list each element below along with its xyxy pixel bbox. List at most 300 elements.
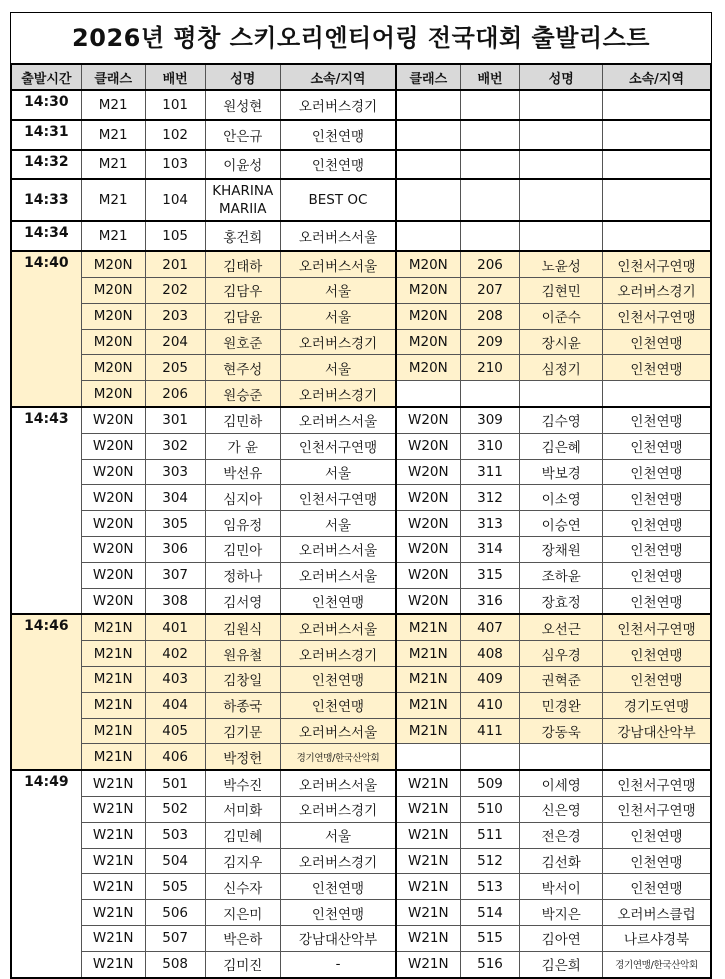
left-bib-cell: 406: [145, 744, 205, 770]
table-row: [11, 770, 711, 796]
right-bib-cell: 516: [460, 951, 520, 977]
left-class-cell: M21N: [81, 666, 145, 692]
left-name-cell: 안은규: [205, 120, 280, 150]
right-bib-cell: 206: [460, 251, 520, 277]
table-row: [11, 355, 711, 381]
left-class-cell: M21N: [81, 614, 145, 640]
right-bib-cell: 512: [460, 848, 520, 874]
left-name-cell: 김기문: [205, 718, 280, 744]
header-name: 성명: [205, 64, 280, 90]
right-bib-cell: [460, 221, 520, 251]
right-name-cell: [520, 120, 603, 150]
left-name-cell: 원성현: [205, 90, 280, 120]
right-bib-cell: 311: [460, 459, 520, 485]
right-affiliation-cell: 인천연맹: [603, 536, 711, 562]
left-name-cell: 심지아: [205, 485, 280, 511]
right-affiliation-cell: 인천서구연맹: [603, 614, 711, 640]
left-name-cell: 박정헌: [205, 744, 280, 770]
header-class-right: 클래스: [396, 64, 460, 90]
left-class-cell: M20N: [81, 303, 145, 329]
left-class-cell: M21: [81, 179, 145, 221]
left-class-cell: M21: [81, 221, 145, 251]
right-bib-cell: 408: [460, 641, 520, 667]
left-bib-cell: 402: [145, 641, 205, 667]
right-name-cell: 김수영: [520, 407, 603, 433]
right-name-cell: 이승연: [520, 511, 603, 537]
left-name-cell: 서미화: [205, 796, 280, 822]
table-row: [11, 90, 711, 120]
right-affiliation-cell: [603, 381, 711, 407]
left-name-cell: 김태하: [205, 251, 280, 277]
right-affiliation-cell: 인천서구연맹: [603, 770, 711, 796]
left-name-cell: 김미진: [205, 951, 280, 977]
left-affiliation-cell: 서울: [280, 303, 396, 329]
table-row: [11, 303, 711, 329]
right-class-cell: M21N: [396, 666, 460, 692]
right-bib-cell: 315: [460, 562, 520, 588]
left-name-cell: 원승준: [205, 381, 280, 407]
left-bib-cell: 401: [145, 614, 205, 640]
left-affiliation-cell: 오러버스경기: [280, 848, 396, 874]
left-affiliation-cell: 오러버스서울: [280, 221, 396, 251]
left-bib-cell: 104: [145, 179, 205, 221]
left-name-cell: 이윤성: [205, 150, 280, 180]
right-name-cell: 장시윤: [520, 329, 603, 355]
right-name-cell: 오선근: [520, 614, 603, 640]
header-class: 클래스: [81, 64, 145, 90]
right-name-cell: 노윤성: [520, 251, 603, 277]
right-bib-cell: 208: [460, 303, 520, 329]
right-name-cell: 장채원: [520, 536, 603, 562]
left-name-cell: 하종국: [205, 692, 280, 718]
right-class-cell: M20N: [396, 329, 460, 355]
right-name-cell: 김은희: [520, 951, 603, 977]
left-bib-cell: 502: [145, 796, 205, 822]
right-name-cell: 민경완: [520, 692, 603, 718]
right-affiliation-cell: 나르샤경북: [603, 925, 711, 951]
right-affiliation-cell: 강남대산악부: [603, 718, 711, 744]
right-bib-cell: 411: [460, 718, 520, 744]
left-bib-cell: 308: [145, 588, 205, 614]
right-affiliation-cell: 인천연맹: [603, 874, 711, 900]
table-row: [11, 485, 711, 511]
left-class-cell: W20N: [81, 588, 145, 614]
left-bib-cell: 202: [145, 277, 205, 303]
table-row: [11, 381, 711, 407]
left-class-cell: W20N: [81, 511, 145, 537]
left-affiliation-cell: 인천연맹: [280, 120, 396, 150]
left-class-cell: W20N: [81, 407, 145, 433]
right-bib-cell: 314: [460, 536, 520, 562]
right-affiliation-cell: [603, 744, 711, 770]
left-name-cell: 김원식: [205, 614, 280, 640]
right-class-cell: M20N: [396, 355, 460, 381]
right-class-cell: W20N: [396, 511, 460, 537]
table-row: [11, 692, 711, 718]
left-affiliation-cell: 서울: [280, 355, 396, 381]
right-affiliation-cell: 인천서구연맹: [603, 796, 711, 822]
right-class-cell: W20N: [396, 562, 460, 588]
left-bib-cell: 501: [145, 770, 205, 796]
left-affiliation-cell: 오러버스서울: [280, 407, 396, 433]
left-affiliation-cell: 오러버스경기: [280, 796, 396, 822]
right-class-cell: [396, 90, 460, 120]
right-bib-cell: 410: [460, 692, 520, 718]
right-class-cell: M20N: [396, 277, 460, 303]
left-class-cell: M20N: [81, 355, 145, 381]
right-bib-cell: 511: [460, 822, 520, 848]
table-row: [11, 588, 711, 614]
right-class-cell: W20N: [396, 588, 460, 614]
left-bib-cell: 105: [145, 221, 205, 251]
left-bib-cell: 203: [145, 303, 205, 329]
right-name-cell: [520, 744, 603, 770]
left-affiliation-cell: -: [280, 951, 396, 977]
right-affiliation-cell: 인천연맹: [603, 848, 711, 874]
right-name-cell: [520, 381, 603, 407]
table-row: [11, 848, 711, 874]
right-class-cell: M21N: [396, 614, 460, 640]
left-affiliation-cell: 오러버스서울: [280, 718, 396, 744]
right-affiliation-cell: 인천서구연맹: [603, 303, 711, 329]
right-name-cell: 조하윤: [520, 562, 603, 588]
left-class-cell: W21N: [81, 925, 145, 951]
left-class-cell: M21N: [81, 692, 145, 718]
right-affiliation-cell: 인천연맹: [603, 433, 711, 459]
left-class-cell: W21N: [81, 796, 145, 822]
left-class-cell: M21: [81, 90, 145, 120]
left-class-cell: W20N: [81, 433, 145, 459]
right-bib-cell: 510: [460, 796, 520, 822]
right-affiliation-cell: [603, 150, 711, 180]
left-affiliation-cell: 오러버스서울: [280, 536, 396, 562]
start-time-cell: 14:34: [11, 221, 81, 251]
table-row: [11, 120, 711, 150]
left-name-cell: 신수자: [205, 874, 280, 900]
right-class-cell: M21N: [396, 692, 460, 718]
right-bib-cell: 312: [460, 485, 520, 511]
header-bib-right: 배번: [460, 64, 520, 90]
left-affiliation-cell: 오러버스경기: [280, 641, 396, 667]
left-name-cell: 김서영: [205, 588, 280, 614]
right-affiliation-cell: [603, 90, 711, 120]
table-row: [11, 459, 711, 485]
right-bib-cell: 409: [460, 666, 520, 692]
right-affiliation-cell: 인천서구연맹: [603, 251, 711, 277]
right-affiliation-cell: 인천연맹: [603, 485, 711, 511]
left-affiliation-cell: 인천연맹: [280, 900, 396, 926]
left-name-cell: 지은미: [205, 900, 280, 926]
left-class-cell: W21N: [81, 770, 145, 796]
right-affiliation-cell: 인천연맹: [603, 329, 711, 355]
left-bib-cell: 302: [145, 433, 205, 459]
left-class-cell: W21N: [81, 848, 145, 874]
left-name-cell: 홍건희: [205, 221, 280, 251]
left-class-cell: W20N: [81, 562, 145, 588]
left-affiliation-cell: 서울: [280, 277, 396, 303]
start-list-table: [10, 63, 712, 979]
right-bib-cell: 316: [460, 588, 520, 614]
left-bib-cell: 306: [145, 536, 205, 562]
table-row: [11, 179, 711, 221]
left-bib-cell: 507: [145, 925, 205, 951]
right-name-cell: 김현민: [520, 277, 603, 303]
left-bib-cell: 201: [145, 251, 205, 277]
start-time-cell: 14:33: [11, 179, 81, 221]
right-class-cell: W20N: [396, 407, 460, 433]
right-affiliation-cell: [603, 120, 711, 150]
table-row: [11, 614, 711, 640]
left-affiliation-cell: 서울: [280, 822, 396, 848]
left-bib-cell: 508: [145, 951, 205, 977]
left-affiliation-cell: 인천연맹: [280, 692, 396, 718]
left-affiliation-cell: 인천연맹: [280, 874, 396, 900]
left-class-cell: W21N: [81, 900, 145, 926]
right-class-cell: W21N: [396, 822, 460, 848]
right-class-cell: [396, 150, 460, 180]
left-bib-cell: 103: [145, 150, 205, 180]
table-row: [11, 900, 711, 926]
left-bib-cell: 504: [145, 848, 205, 874]
start-time-cell: 14:46: [11, 614, 81, 770]
right-name-cell: 심우경: [520, 641, 603, 667]
left-affiliation-cell: 오러버스서울: [280, 562, 396, 588]
right-name-cell: 전은경: [520, 822, 603, 848]
right-name-cell: 장효정: [520, 588, 603, 614]
header-affiliation-right: 소속/지역: [603, 64, 711, 90]
left-bib-cell: 503: [145, 822, 205, 848]
right-affiliation-cell: 인천연맹: [603, 511, 711, 537]
right-bib-cell: 209: [460, 329, 520, 355]
table-row: [11, 407, 711, 433]
left-affiliation-cell: 오러버스서울: [280, 614, 396, 640]
left-bib-cell: 204: [145, 329, 205, 355]
table-row: [11, 562, 711, 588]
header-affiliation: 소속/지역: [280, 64, 396, 90]
left-name-cell: 김민하: [205, 407, 280, 433]
right-class-cell: M21N: [396, 641, 460, 667]
right-affiliation-cell: 인천연맹: [603, 407, 711, 433]
left-bib-cell: 404: [145, 692, 205, 718]
left-affiliation-cell: 오러버스경기: [280, 381, 396, 407]
table-row: [11, 718, 711, 744]
right-class-cell: W20N: [396, 433, 460, 459]
left-bib-cell: 303: [145, 459, 205, 485]
left-name-cell: 김민아: [205, 536, 280, 562]
table-row: [11, 221, 711, 251]
left-affiliation-cell: 인천연맹: [280, 150, 396, 180]
left-affiliation-cell: 인천연맹: [280, 666, 396, 692]
start-time-cell: 14:49: [11, 770, 81, 977]
right-class-cell: [396, 381, 460, 407]
header-name-right: 성명: [520, 64, 603, 90]
table-row: [11, 822, 711, 848]
left-bib-cell: 506: [145, 900, 205, 926]
right-affiliation-cell: 경기도연맹: [603, 692, 711, 718]
left-bib-cell: 206: [145, 381, 205, 407]
left-bib-cell: 301: [145, 407, 205, 433]
table-body: [11, 90, 711, 978]
table-row: [11, 329, 711, 355]
left-bib-cell: 403: [145, 666, 205, 692]
left-class-cell: M21: [81, 120, 145, 150]
left-name-cell: 가 윤: [205, 433, 280, 459]
left-bib-cell: 305: [145, 511, 205, 537]
left-name-cell: 현주성: [205, 355, 280, 381]
right-bib-cell: 313: [460, 511, 520, 537]
start-time-cell: 14:30: [11, 90, 81, 120]
right-affiliation-cell: 인천연맹: [603, 822, 711, 848]
left-class-cell: W20N: [81, 536, 145, 562]
start-time-cell: 14:31: [11, 120, 81, 150]
right-affiliation-cell: 인천연맹: [603, 641, 711, 667]
left-name-cell: 김창일: [205, 666, 280, 692]
right-class-cell: [396, 221, 460, 251]
right-class-cell: W21N: [396, 848, 460, 874]
left-name-cell: 임유정: [205, 511, 280, 537]
table-row: [11, 251, 711, 277]
right-affiliation-cell: 오러버스경기: [603, 277, 711, 303]
left-class-cell: M21: [81, 150, 145, 180]
left-name-cell: 박은하: [205, 925, 280, 951]
right-name-cell: 김은혜: [520, 433, 603, 459]
right-bib-cell: [460, 90, 520, 120]
table-row: [11, 511, 711, 537]
table-row: [11, 150, 711, 180]
start-list-sheet: [10, 12, 712, 979]
right-bib-cell: [460, 179, 520, 221]
left-affiliation-cell: 인천연맹: [280, 588, 396, 614]
right-bib-cell: 514: [460, 900, 520, 926]
left-class-cell: W20N: [81, 459, 145, 485]
start-time-cell: 14:40: [11, 251, 81, 407]
left-name-cell: 김지우: [205, 848, 280, 874]
right-class-cell: W21N: [396, 796, 460, 822]
right-name-cell: 이세영: [520, 770, 603, 796]
left-class-cell: W21N: [81, 874, 145, 900]
right-name-cell: 이준수: [520, 303, 603, 329]
left-class-cell: W21N: [81, 822, 145, 848]
start-time-cell: 14:43: [11, 407, 81, 614]
right-affiliation-cell: 경기연맹/한국산악회: [603, 951, 711, 977]
left-class-cell: M20N: [81, 381, 145, 407]
left-name-cell: 원호준: [205, 329, 280, 355]
header-bib: 배번: [145, 64, 205, 90]
right-name-cell: 김선화: [520, 848, 603, 874]
right-bib-cell: 310: [460, 433, 520, 459]
right-class-cell: W20N: [396, 459, 460, 485]
left-class-cell: M20N: [81, 329, 145, 355]
right-name-cell: [520, 90, 603, 120]
left-affiliation-cell: 인천서구연맹: [280, 485, 396, 511]
table-row: [11, 925, 711, 951]
right-name-cell: 심정기: [520, 355, 603, 381]
right-class-cell: [396, 179, 460, 221]
left-affiliation-cell: 강남대산악부: [280, 925, 396, 951]
left-bib-cell: 205: [145, 355, 205, 381]
left-bib-cell: 102: [145, 120, 205, 150]
right-name-cell: 박보경: [520, 459, 603, 485]
left-class-cell: W21N: [81, 951, 145, 977]
left-class-cell: M21N: [81, 641, 145, 667]
right-class-cell: [396, 120, 460, 150]
right-name-cell: 박지은: [520, 900, 603, 926]
left-name-cell: 원유철: [205, 641, 280, 667]
right-class-cell: W21N: [396, 874, 460, 900]
right-affiliation-cell: 인천연맹: [603, 355, 711, 381]
right-class-cell: [396, 744, 460, 770]
right-class-cell: W21N: [396, 770, 460, 796]
left-name-cell: 정하나: [205, 562, 280, 588]
table-row: [11, 874, 711, 900]
left-affiliation-cell: 오러버스서울: [280, 770, 396, 796]
table-row: [11, 796, 711, 822]
right-bib-cell: [460, 381, 520, 407]
left-name-cell: 박선유: [205, 459, 280, 485]
right-name-cell: 김아연: [520, 925, 603, 951]
right-class-cell: W21N: [396, 951, 460, 977]
right-bib-cell: [460, 150, 520, 180]
right-name-cell: 권혁준: [520, 666, 603, 692]
right-class-cell: W20N: [396, 485, 460, 511]
left-affiliation-cell: 서울: [280, 459, 396, 485]
left-affiliation-cell: 오러버스경기: [280, 329, 396, 355]
left-bib-cell: 304: [145, 485, 205, 511]
left-class-cell: M21N: [81, 744, 145, 770]
table-row: [11, 951, 711, 977]
left-name-cell: 김담윤: [205, 303, 280, 329]
right-affiliation-cell: 오러버스클럽: [603, 900, 711, 926]
left-bib-cell: 505: [145, 874, 205, 900]
right-class-cell: M20N: [396, 251, 460, 277]
left-affiliation-cell: 인천서구연맹: [280, 433, 396, 459]
left-affiliation-cell: BEST OC: [280, 179, 396, 221]
right-affiliation-cell: [603, 179, 711, 221]
right-affiliation-cell: 인천연맹: [603, 562, 711, 588]
right-name-cell: [520, 179, 603, 221]
left-class-cell: M20N: [81, 251, 145, 277]
left-class-cell: M21N: [81, 718, 145, 744]
left-affiliation-cell: 서울: [280, 511, 396, 537]
left-affiliation-cell: 오러버스경기: [280, 90, 396, 120]
right-affiliation-cell: [603, 221, 711, 251]
table-row: [11, 433, 711, 459]
left-affiliation-cell: 오러버스서울: [280, 251, 396, 277]
right-affiliation-cell: 인천연맹: [603, 666, 711, 692]
right-affiliation-cell: 인천연맹: [603, 588, 711, 614]
table-row: [11, 666, 711, 692]
table-row: [11, 641, 711, 667]
right-name-cell: 이소영: [520, 485, 603, 511]
left-class-cell: W20N: [81, 485, 145, 511]
right-bib-cell: 309: [460, 407, 520, 433]
start-time-cell: 14:32: [11, 150, 81, 180]
left-affiliation-cell: 경기연맹/한국산악회: [280, 744, 396, 770]
right-name-cell: 박서이: [520, 874, 603, 900]
table-row: [11, 536, 711, 562]
right-bib-cell: 509: [460, 770, 520, 796]
left-bib-cell: 405: [145, 718, 205, 744]
right-class-cell: M20N: [396, 303, 460, 329]
header-start-time: 출발시간: [11, 64, 81, 90]
left-bib-cell: 307: [145, 562, 205, 588]
left-name-cell: 김민혜: [205, 822, 280, 848]
right-class-cell: W21N: [396, 900, 460, 926]
right-name-cell: [520, 150, 603, 180]
left-name-cell: KHARINA MARIIA: [205, 179, 280, 221]
table-row: [11, 277, 711, 303]
right-bib-cell: [460, 120, 520, 150]
